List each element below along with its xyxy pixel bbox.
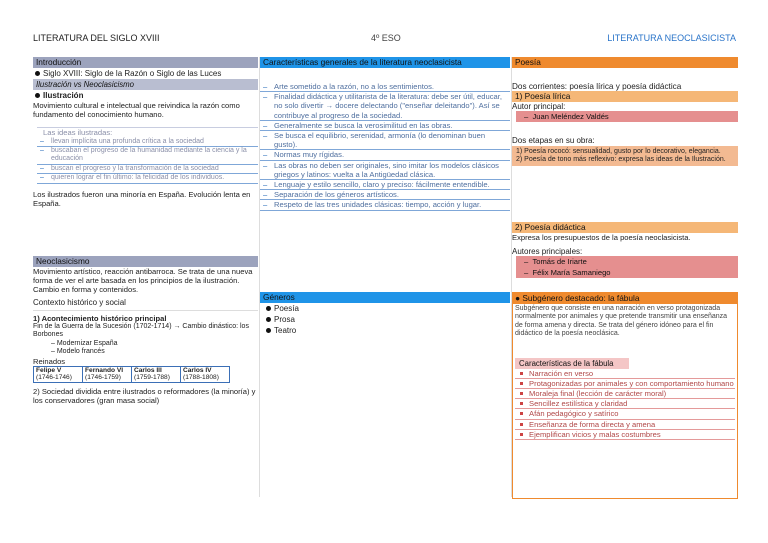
etapa-2: 2) Poesía de tono más reflexivo: expresa las ideas de la Ilustración. (516, 156, 726, 164)
didactica-title: 2) Poesía didáctica (512, 222, 738, 233)
list-item: – llevan implícita una profunda crítica a la sociedad (37, 138, 258, 147)
column-introduccion (33, 57, 258, 405)
etapas-label: Dos etapas en su obra: (512, 136, 595, 146)
autor-item: – Juan Meléndez Valdés (516, 111, 738, 122)
section-title-generos: Géneros (260, 292, 510, 303)
ideas-title: Las ideas ilustradas: (43, 128, 113, 138)
header-left: LITERATURA DEL SIGLO XVIII (33, 33, 160, 43)
header-right: LITERATURA NEOCLASICISTA (607, 33, 736, 43)
list-item: Moraleja final (lección de carácter moral) (515, 389, 735, 399)
list-item: Enseñanza de forma directa y amena (515, 420, 735, 430)
fabula-title: ● Subgénero destacado: la fábula (513, 293, 737, 304)
lirica-title: 1) Poesía lírica (512, 91, 738, 102)
autor-label: Autor principal: (512, 102, 566, 112)
etapas-box (512, 146, 738, 167)
sociedad-text: 2) Sociedad dividida entre ilustrados o reformadores (la minoría) y los conservadores (gran masa social) (33, 387, 256, 406)
list-item: Prosa (264, 314, 510, 325)
acontecimiento-text: Fin de la Guerra de la Sucesión (1702-1714) → Cambio dinástico: los Borbones (33, 323, 249, 339)
list-item: Ejemplifican vicios y malas costumbres (515, 430, 735, 440)
list-item: Siglo XVIII: Siglo de la Razón o Siglo de las Luces (33, 68, 258, 79)
subtitle-ilustracion-vs: Ilustración vs Neoclasicismo (33, 79, 258, 90)
page-header (33, 33, 736, 47)
table-cell: Felipe V (1746-1746) (34, 366, 83, 382)
autores-label: Autores principales: (512, 247, 583, 257)
list-item: – Tomás de Iriarte (524, 257, 587, 267)
caract-title: Características de la fábula (515, 358, 629, 369)
contexto-title: Contexto histórico y social (33, 297, 126, 307)
ilustracion-text: Movimiento cultural e intelectual que reivindica la razón como fundamento del conocimiento humano. (33, 101, 240, 120)
list-item: Poesía (264, 303, 510, 314)
table-cell: Carlos IV (1788-1808) (181, 366, 230, 382)
list-item: – buscan el progreso y la transformación de la sociedad (37, 165, 258, 174)
list-item: Protagonizadas por animales y con comportamiento humano (515, 379, 735, 389)
list-item: – Félix María Samaniego (524, 268, 611, 278)
list-item: Teatro (264, 325, 510, 336)
minoria-text: Los ilustrados fueron una minoría en España. Evolución lenta en España. (33, 189, 251, 208)
section-title-caracteristicas: Características generales de la literatura neoclasicista (260, 57, 510, 68)
corrientes-text: Dos corrientes: poesía lírica y poesía didáctica (512, 82, 682, 91)
list-item: – Modelo francés (51, 348, 105, 356)
fabula-text: Subgénero que consiste en una narración en verso protagonizada normalmente por animales y que pretende transmitir una enseñanza de forma amena y directa. Se trata del género idóneo para el fin didáctico de la poesía neoclásica. (515, 305, 728, 338)
list-item: – quieren lograr el fin último: la felicidad de los individuos. (37, 174, 258, 183)
header-center: 4º ESO (371, 33, 401, 43)
didactica-text: Expresa los presupuestos de la poesía neoclasicista. (512, 233, 691, 242)
column-caracteristicas (260, 57, 510, 335)
section-title-introduccion: Introducción (33, 57, 258, 68)
list-item: Ilustración (33, 90, 258, 101)
list-item: Narración en verso (515, 369, 735, 379)
acontecimiento-title: 1) Acontecimiento histórico principal (33, 313, 167, 323)
section-title-neoclasicismo: Neoclasicismo (33, 256, 258, 267)
list-item: Sencillez estilística y claridad (515, 399, 735, 409)
etapa-1: 1) Poesía rococó: sensualidad, gusto por lo decorativo, elegancia. (516, 147, 721, 155)
list-item: – Modernizar España (51, 339, 118, 347)
list-item: – Separación de los géneros artísticos. (260, 190, 510, 200)
list-item: – buscaban el progreso de la humanidad mediante la ciencia y la educación (37, 147, 258, 165)
autores-list (516, 256, 738, 278)
list-item: – Generalmente se busca la verosimilitud en las obras. (260, 121, 510, 131)
column-poesia (512, 57, 738, 439)
list-item: Afán pedagógico y satírico (515, 409, 735, 419)
list-item: – Las obras no deben ser originales, sino imitar los modelos clásicos griegos y latinos: vuelta a la Antigüedad clásica. (260, 161, 510, 180)
table-cell: Carlos III (1759-1788) (132, 366, 181, 382)
reinados-table (33, 366, 230, 383)
section-title-poesia: Poesía (512, 57, 738, 68)
list-item: – Respeto de las tres unidades clásicas: tiempo, acción y lugar. (260, 200, 510, 210)
reinados-title: Reinados (33, 356, 66, 366)
table-cell: Fernando VI (1746-1759) (83, 366, 132, 382)
list-item: – Normas muy rígidas. (260, 150, 510, 160)
list-item: – Finalidad didáctica y utilitarista de la literatura: debe ser útil, educar, no solo divertir → docere delectando ("enseñar deleitando"). Así se contribuye al progreso de la sociedad. (260, 92, 510, 121)
list-item: – Lenguaje y estilo sencillo, claro y preciso: fácilmente entendible. (260, 180, 510, 190)
list-item: – Arte sometido a la razón, no a los sentimientos. (260, 82, 510, 92)
list-item: – Se busca el equilibrio, serenidad, armonía (lo denominan buen gusto). (260, 131, 510, 150)
neoclasicismo-text: Movimiento artístico, reacción antibarroca. Se trata de una nueva forma de ver el arte basada en los principios de la ilustración. Cambio en forma y contenidos. (33, 267, 253, 295)
